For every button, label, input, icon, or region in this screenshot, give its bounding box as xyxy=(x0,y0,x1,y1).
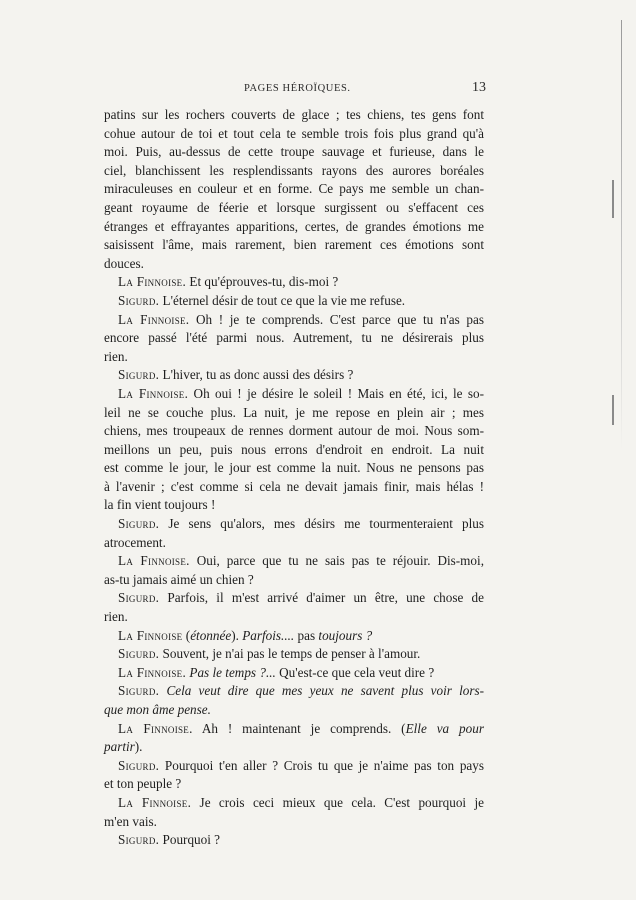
page-edge-mark xyxy=(612,395,614,425)
text-line xyxy=(104,366,484,385)
speaker-name: Sigurd. xyxy=(118,757,160,773)
text-line xyxy=(104,292,484,311)
text-run: Je crois ceci mieux que cela. C'est pourquoi je xyxy=(191,794,484,810)
text-line xyxy=(104,404,484,423)
text-line xyxy=(104,720,484,739)
page-header xyxy=(104,80,484,100)
text-run: Oh oui ! je désire le soleil ! Mais en été, ici, le so- xyxy=(188,385,484,401)
text-run: Oui, parce que tu ne sais pas te réjouir. Dis-moi, xyxy=(189,553,484,569)
speaker-name: La Finnoise. xyxy=(118,274,187,290)
text-line xyxy=(104,627,484,646)
text-line xyxy=(104,794,484,813)
speaker-name: La Finnoise. xyxy=(118,664,187,680)
text-line xyxy=(104,459,484,478)
text-run: patins sur les rochers couverts de glace ; tes chiens, tes gens font xyxy=(104,107,484,122)
text-line xyxy=(104,757,484,776)
speaker-name: La Finnoise. xyxy=(118,720,193,736)
text-run: moi. Puis, au-dessus de cette troupe sauvage et furieuse, dans le xyxy=(104,144,484,160)
text-run: miraculeuses en couleur et en forme. Ce pays me semble un chan- xyxy=(104,181,484,197)
text-run: cohue autour de toi et tout cela te semble trois fois plus grand qu'à xyxy=(104,125,484,141)
text-line xyxy=(104,441,484,460)
text-line xyxy=(104,329,484,348)
text-line xyxy=(104,422,484,441)
text-run: ). xyxy=(134,739,143,755)
text-run: et ton peuple ? xyxy=(104,776,182,792)
text-run: as-tu jamais aimé un chien ? xyxy=(104,571,254,587)
speaker-name: La Finnoise. xyxy=(118,553,190,569)
text-line xyxy=(104,478,484,497)
text-run: étranges et effrayantes apparitions, certes, de grandes émotions me xyxy=(104,218,484,234)
italic-text: étonnée xyxy=(190,627,232,643)
text-run: rien. xyxy=(104,348,128,364)
text-line xyxy=(104,515,484,534)
text-run: Et qu'éprouves-tu, dis-moi ? xyxy=(186,274,339,290)
text-run: meillons un peu, puis nous errons d'endroit en endroit. La nuit xyxy=(104,441,484,457)
text-run: douces. xyxy=(104,255,144,271)
text-line xyxy=(104,589,484,608)
speaker-name: La Finnoise. xyxy=(118,794,192,810)
italic-text: Parfois.... xyxy=(242,627,295,643)
text-run: L'hiver, tu as donc aussi des désirs ? xyxy=(159,367,354,383)
speaker-name: Sigurd. xyxy=(118,832,160,848)
text-line xyxy=(104,682,484,701)
text-line xyxy=(104,199,484,218)
text-run: est comme le jour, le jour est comme la nuit. Nous ne pensons pas xyxy=(104,460,484,476)
speaker-name: Sigurd. xyxy=(118,590,160,606)
text-run: à l'avenir ; c'est comme si cela ne devait jamais finir, mais hélas ! xyxy=(104,478,484,494)
text-run: geant royaume de féerie et lorsque surgissent ou s'effacent ces xyxy=(104,199,484,215)
text-line xyxy=(104,255,484,274)
text-run: la fin vient toujours ! xyxy=(104,497,216,513)
text-line xyxy=(104,608,484,627)
text-run: Souvent, je n'ai pas le temps de penser à l'amour. xyxy=(159,646,421,662)
text-line xyxy=(104,775,484,794)
text-run: m'en vais. xyxy=(104,813,157,829)
dialogue-text xyxy=(104,106,484,850)
speaker-name: Sigurd. xyxy=(118,646,160,662)
text-run: L'éternel désir de tout ce que la vie me refuse. xyxy=(159,292,406,308)
text-line xyxy=(104,571,484,590)
text-line xyxy=(104,831,484,850)
text-run: Pourquoi t'en aller ? Crois tu que je n'aime pas ton pays xyxy=(159,757,484,773)
text-line xyxy=(104,311,484,330)
italic-text: Cela veut dire que mes yeux ne savent plus voir lors- xyxy=(166,683,485,699)
text-line xyxy=(104,143,484,162)
text-line xyxy=(104,738,484,757)
text-line xyxy=(104,496,484,515)
italic-text: partir xyxy=(104,739,135,755)
text-run: ( xyxy=(182,627,191,643)
text-line xyxy=(104,180,484,199)
text-line xyxy=(104,385,484,404)
text-line xyxy=(104,236,484,255)
text-run: atrocement. xyxy=(104,534,166,550)
running-title: PAGES HÉROÏQUES. xyxy=(244,83,351,94)
text-run: chiens, mes troupeaux de rennes dorment autour de moi. Nous som- xyxy=(104,423,484,439)
text-line xyxy=(104,645,484,664)
text-run: ciel, blanchissent les resplendissants rayons des aurores boréales xyxy=(104,162,484,178)
text-run: leil ne se couche plus. La nuit, je me repose en plein air ; mes xyxy=(104,404,484,420)
text-line xyxy=(104,218,484,237)
text-line xyxy=(104,664,484,683)
text-run: ). xyxy=(231,627,243,643)
italic-text: que mon âme pense. xyxy=(104,702,211,717)
page-edge-mark xyxy=(612,180,614,218)
text-run: Je sens qu'alors, mes désirs me tourmenteraient plus xyxy=(159,516,484,532)
text-run: pas xyxy=(294,627,319,643)
text-line xyxy=(104,106,484,125)
text-line xyxy=(104,125,484,144)
text-run: Pourquoi ? xyxy=(159,832,221,848)
italic-text: toujours ? xyxy=(318,627,373,643)
speaker-name: La Finnoise. xyxy=(118,385,189,401)
italic-text: Pas le temps ?... xyxy=(189,664,276,680)
text-run: Ah ! maintenant je comprends. ( xyxy=(192,720,406,736)
text-line xyxy=(104,348,484,367)
text-line xyxy=(104,534,484,553)
text-line xyxy=(104,273,484,292)
text-run: rien. xyxy=(104,609,128,625)
text-line xyxy=(104,162,484,181)
text-line xyxy=(104,701,484,720)
speaker-name: La Finnoise xyxy=(118,627,183,643)
text-run: Parfois, il m'est arrivé d'aimer un être, une chose de xyxy=(159,590,484,606)
italic-text: Elle va pour xyxy=(405,720,484,736)
speaker-name: Sigurd. xyxy=(118,292,160,308)
page-edge-shadow xyxy=(621,20,622,450)
text-line xyxy=(104,552,484,571)
text-run: Qu'est-ce que cela veut dire ? xyxy=(275,664,435,680)
text-run: Oh ! je te comprends. C'est parce que tu n'as pas xyxy=(189,311,484,327)
text-run: saisissent l'âme, mais rarement, bien rarement ces émotions sont xyxy=(104,237,484,253)
page-number: 13 xyxy=(472,80,486,95)
speaker-name: Sigurd. xyxy=(118,516,160,532)
speaker-name: La Finnoise. xyxy=(118,311,190,327)
text-line xyxy=(104,813,484,832)
speaker-name: Sigurd. xyxy=(118,683,160,699)
speaker-name: Sigurd. xyxy=(118,367,160,383)
text-run: encore passé l'été parmi nous. Autrement, tu ne désirerais plus xyxy=(104,330,484,346)
